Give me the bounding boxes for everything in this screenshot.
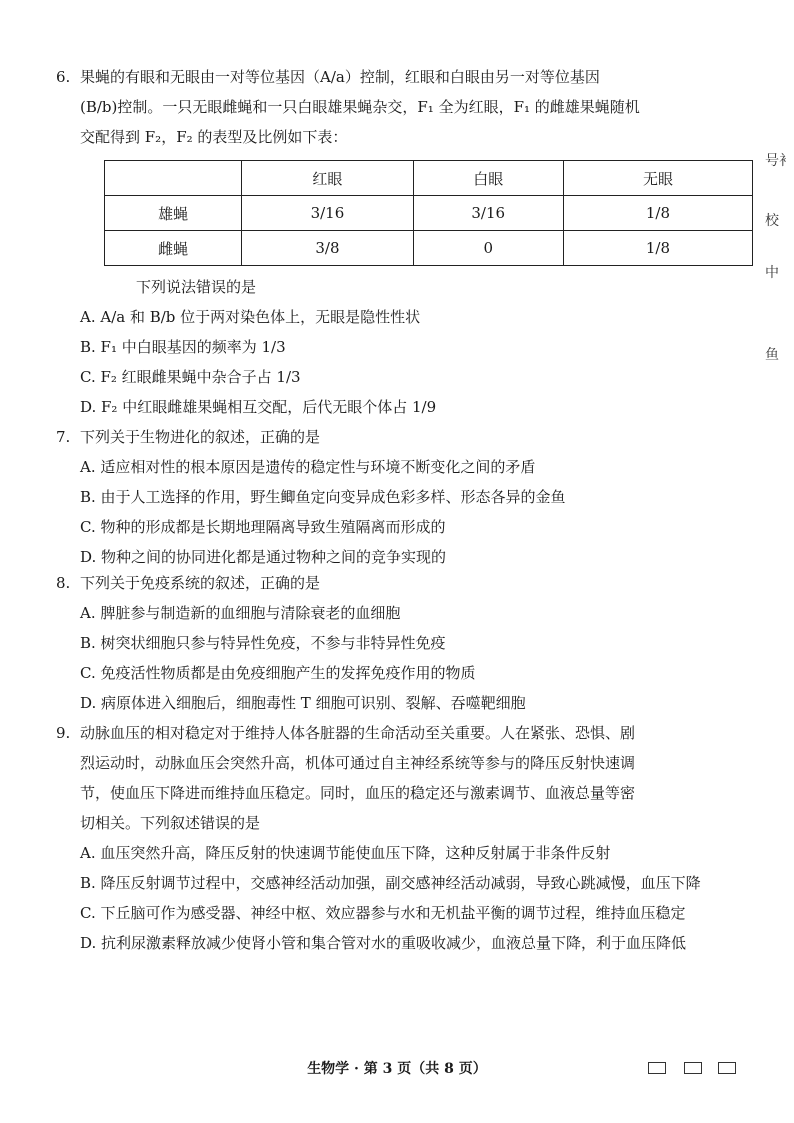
table-cell: 1/8 — [563, 196, 752, 231]
table-header-cell: 红眼 — [242, 161, 413, 196]
option-a: A. 血压突然升高，降压反射的快速调节能使血压下降，这种反射属于非条件反射 — [80, 844, 611, 862]
question-7-stem: 7. 下列关于生物进化的叙述，正确的是 — [80, 422, 745, 452]
question-6-line-1: 6. 果蝇的有眼和无眼由一对等位基因（A/a）控制，红眼和白眼由另一对等位基因 — [80, 62, 745, 92]
margin-text: 鱼 — [765, 347, 779, 363]
table-row — [105, 231, 753, 266]
question-8 — [56, 568, 745, 718]
question-7 — [56, 422, 745, 572]
table-header-cell: 无眼 — [563, 161, 752, 196]
option-d: D. F₂ 中红眼雌雄果蝇相互交配，后代无眼个体占 1/9 — [80, 398, 437, 416]
table-header-row — [105, 161, 753, 196]
table-cell: 3/16 — [242, 196, 413, 231]
question-6-options — [80, 272, 745, 422]
question-8-stem: 8. 下列关于免疫系统的叙述，正确的是 — [80, 568, 745, 598]
answer-box — [718, 1062, 736, 1074]
option-d: D. 抗利尿激素释放减少使肾小管和集合管对水的重吸收减少，血液总量下降，利于血压降低 — [80, 934, 687, 952]
table-cell: 1/8 — [563, 231, 752, 266]
option-a: A. 适应相对性的根本原因是遗传的稳定性与环境不断变化之间的矛盾 — [80, 458, 536, 476]
margin-text: 号衤 — [765, 153, 793, 169]
option-c: C. F₂ 红眼雌果蝇中杂合子占 1/3 — [80, 368, 301, 386]
question-7-number: 7. — [56, 428, 71, 446]
question-6-line-2: (B/b)控制。一只无眼雌蝇和一只白眼雄果蝇杂交，F₁ 全为红眼，F₁ 的雌雄果蝇随机 — [80, 98, 640, 116]
answer-box — [648, 1062, 666, 1074]
option-c: C. 物种的形成都是长期地理隔离导致生殖隔离而形成的 — [80, 518, 446, 536]
option-d: D. 病原体进入细胞后，细胞毒性 T 细胞可识别、裂解、吞噬靶细胞 — [80, 694, 526, 712]
question-6-number: 6. — [56, 68, 71, 86]
table-row — [105, 196, 753, 231]
question-9 — [56, 718, 745, 958]
table-header-cell: 白眼 — [413, 161, 563, 196]
question-9-number: 9. — [56, 724, 71, 742]
option-b: B. 由于人工选择的作用，野生鲫鱼定向变异成色彩多样、形态各异的金鱼 — [80, 488, 566, 506]
option-b: B. F₁ 中白眼基因的频率为 1/3 — [80, 338, 286, 356]
margin-text: 中 — [765, 265, 779, 281]
table-header-cell — [105, 161, 242, 196]
question-9-line-1: 9. 动脉血压的相对稳定对于维持人体各脏器的生命活动至关重要。人在紧张、恐惧、剧 — [80, 718, 745, 748]
question-6-prompt: 下列说法错误的是 — [136, 278, 257, 296]
margin-text: 校 — [765, 213, 779, 229]
option-d: D. 物种之间的协同进化都是通过物种之间的竞争实现的 — [80, 548, 447, 566]
question-6 — [56, 62, 745, 152]
question-8-number: 8. — [56, 574, 71, 592]
table-cell: 雌蝇 — [105, 231, 242, 266]
question-6-line-3: 交配得到 F₂，F₂ 的表型及比例如下表： — [80, 128, 348, 146]
option-b: B. 降压反射调节过程中，交感神经活动加强，副交感神经活动减弱，导致心跳减慢，血压下降 — [80, 874, 701, 892]
table-cell: 0 — [413, 231, 563, 266]
table-cell: 雄蝇 — [105, 196, 242, 231]
answer-box — [684, 1062, 702, 1074]
table-cell: 3/8 — [242, 231, 413, 266]
option-c: C. 免疫活性物质都是由免疫细胞产生的发挥免疫作用的物质 — [80, 664, 476, 682]
question-9-line-3: 节，使血压下降进而维持血压稳定。同时，血压的稳定还与激素调节、血液总量等密 — [80, 784, 636, 802]
question-9-line-2: 烈运动时，动脉血压会突然升高，机体可通过自主神经系统等参与的降压反射快速调 — [80, 754, 636, 772]
option-a: A. 脾脏参与制造新的血细胞与清除衰老的血细胞 — [80, 604, 401, 622]
phenotype-ratio-table — [104, 160, 753, 266]
table-cell: 3/16 — [413, 196, 563, 231]
page-footer: 生物学 · 第 3 页（共 8 页） — [307, 1061, 487, 1077]
option-a: A. A/a 和 B/b 位于两对染色体上，无眼是隐性性状 — [80, 308, 421, 326]
option-b: B. 树突状细胞只参与特异性免疫，不参与非特异性免疫 — [80, 634, 446, 652]
question-9-line-4: 切相关。下列叙述错误的是 — [80, 814, 261, 832]
option-c: C. 下丘脑可作为感受器、神经中枢、效应器参与水和无机盐平衡的调节过程，维持血压稳定 — [80, 904, 686, 922]
